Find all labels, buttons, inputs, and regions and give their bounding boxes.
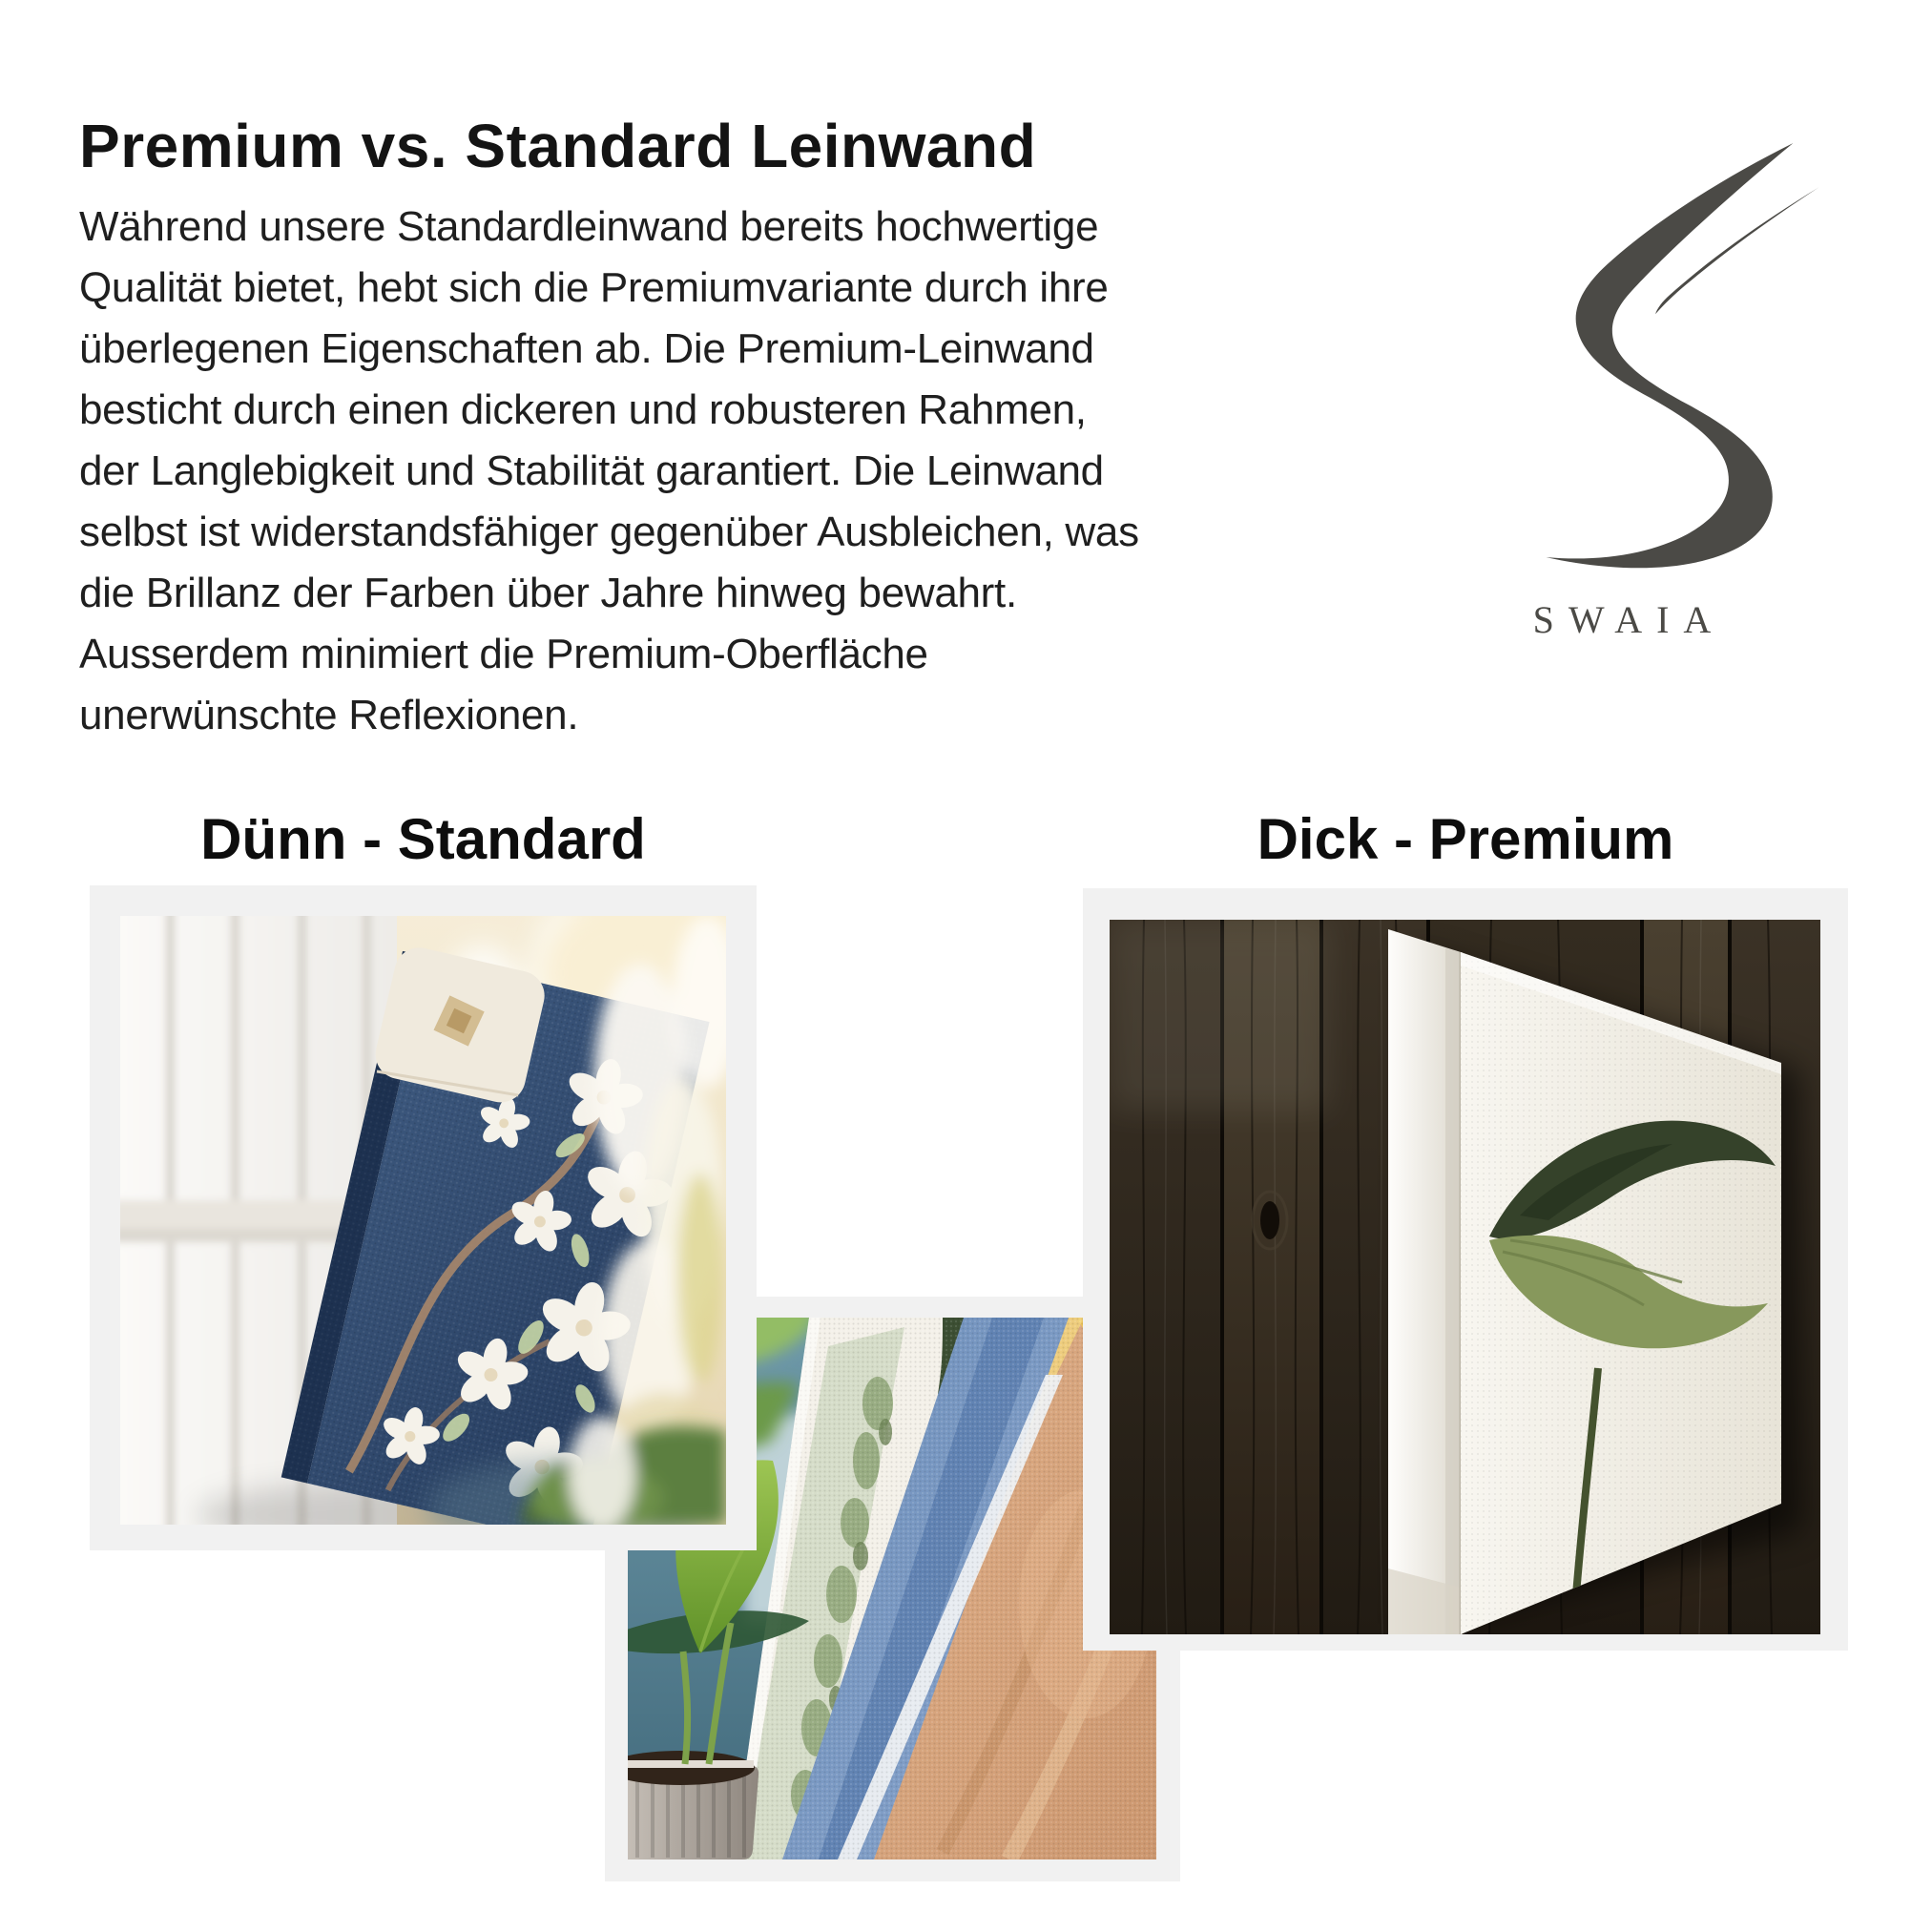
- intro-line: unerwünschte Reflexionen.: [79, 692, 579, 738]
- intro-line: die Brillanz der Farben über Jahre hinweg bewahrt.: [79, 570, 1017, 616]
- swaia-logo-icon: [1509, 132, 1824, 588]
- intro-line: überlegenen Eigenschaften ab. Die Premium-Leinwand: [79, 325, 1094, 372]
- brand-name: SWAIA: [1532, 598, 1726, 641]
- intro-line: selbst ist widerstandsfähiger gegenüber Ausbleichen, was: [79, 509, 1139, 555]
- thin-standard-canvas-photo: [120, 916, 726, 1525]
- thick-premium-canvas-photo: [1110, 920, 1820, 1634]
- intro-line: Qualität bietet, hebt sich die Premiumvariante durch ihre: [79, 264, 1109, 311]
- column-label-premium: Dick - Premium: [1257, 807, 1674, 871]
- card-premium: [1083, 888, 1848, 1651]
- intro-line: der Langlebigkeit und Stabilität garantiert. Die Leinwand: [79, 447, 1104, 494]
- page-title: Premium vs. Standard Leinwand: [79, 112, 1037, 180]
- intro-line: besticht durch einen dickeren und robusteren Rahmen,: [79, 386, 1087, 433]
- intro-paragraph: [79, 197, 1415, 746]
- column-label-standard: Dünn - Standard: [200, 807, 646, 871]
- card-standard: [90, 885, 757, 1550]
- intro-line: Ausserdem minimiert die Premium-Oberfläche: [79, 631, 928, 677]
- intro-line: Während unsere Standardleinwand bereits hochwertige: [79, 203, 1099, 250]
